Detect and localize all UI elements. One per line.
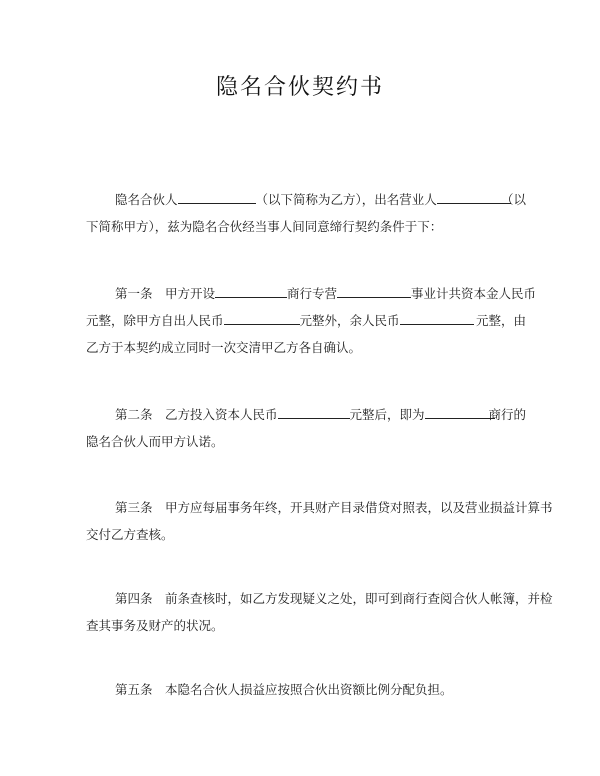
silent-partner-blank [178,187,256,204]
intro-line-1 [86,186,526,213]
article-text: 第一条 甲方开设 [115,286,216,301]
article-text: 商行的 [488,407,526,422]
operating-partner-blank [437,187,511,204]
article-2 [86,401,526,455]
article-2-line-2 [86,428,526,455]
article-text: 查其事务及财产的状况。 [86,618,224,633]
article-3 [86,494,553,548]
article-3-line-1 [86,494,553,521]
intro-text: （以下简称为乙方），出名营业人 [255,192,437,207]
article-4 [86,585,553,639]
article-3-line-2 [86,521,526,548]
article-text: 元整外，余人民币 [299,313,400,328]
capital-amount-blank [278,402,350,419]
article-text: 乙方于本契约成立同时一次交清甲乙方各自确认。 [86,340,362,355]
article-4-line-2 [86,612,526,639]
article-text: 隐名合伙人而甲方认诺。 [86,434,224,449]
party-a-amount-blank [224,308,300,325]
article-text: 第二条 乙方投入资本人民币 [115,407,278,422]
article-text: 商行专营 [287,286,338,301]
article-4-line-1 [86,585,553,612]
article-text: 元整后，即为 [349,407,425,422]
intro-paragraph [86,186,526,240]
business-type-blank [337,281,411,298]
firm-name-blank [215,281,287,298]
article-text: 元整，由 [475,313,526,328]
article-text: 第四条 前条查核时，如乙方发现疑义之处，即可到商行查阅合伙人帐簿，并检 [115,591,553,606]
article-5-line-1 [86,676,526,703]
article-1-line-1 [86,280,537,307]
article-text: 事业计共资本金人民币 [411,286,537,301]
article-1-line-2 [86,307,526,334]
intro-line-2 [86,213,526,240]
article-text: 第五条 本隐名合伙人损益应按照合伙出资额比例分配负担。 [115,682,453,697]
article-5 [86,676,526,703]
intro-text: 下简称甲方），兹为隐名合伙经当事人间同意缔行契约条件于下： [86,219,443,234]
article-2-line-1 [86,401,526,428]
article-1 [86,280,537,361]
article-text: 交付乙方查核。 [86,527,174,542]
firm-name-blank-2 [425,402,495,419]
intro-text: 隐名合伙人 [115,192,178,207]
article-text: 元整，除甲方自出人民币 [86,313,224,328]
remaining-amount-blank [400,308,474,325]
document-title: 隐名合伙契约书 [215,75,384,100]
article-1-line-3 [86,334,526,361]
article-text: 第三条 甲方应每届事务年终，开具财产目录借贷对照表，以及营业损益计算书 [115,500,553,515]
intro-text: （以 [500,192,526,207]
